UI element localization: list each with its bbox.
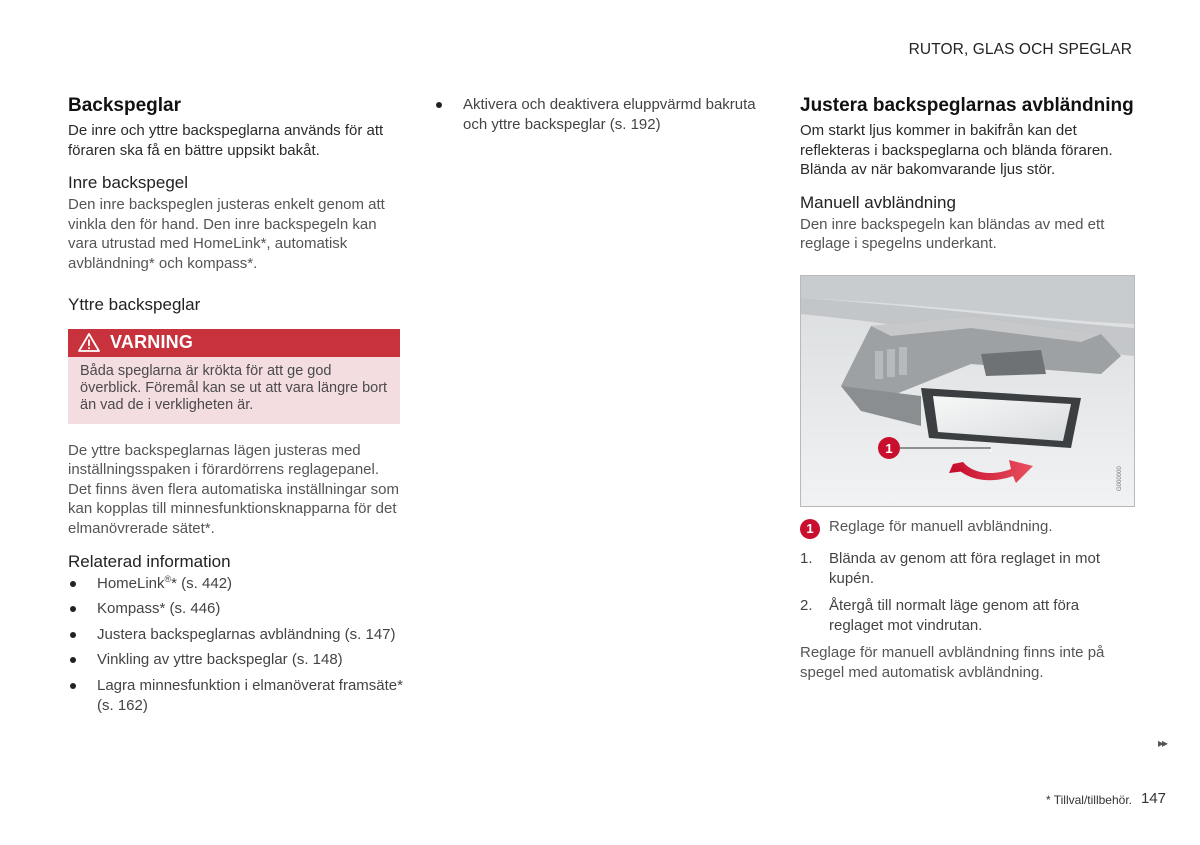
related-info-list [68, 574, 403, 716]
page-title: Backspeglar [68, 95, 182, 116]
dimming-intro: Om starkt ljus kommer in bakifrån kan det reflekteras i backspeglarna och blända föraren. Blända av när bakomvarande ljus stör. [800, 122, 1113, 179]
step-item: 2. Återgå till normalt läge genom att föra reglaget mot vindrutan. [800, 597, 1080, 634]
inner-mirror-text: Den inre backspeglen justeras enkelt genom att vinkla den för hand. Den inre backspegeln kan vara utrustad med HomeLink*, automatisk avbländning* och kompass*. [68, 196, 385, 272]
intro-text: De inre och yttre backspeglarna används för att föraren ska få en bättre uppsikt bakåt. [68, 122, 384, 159]
related-link-avblandning[interactable]: Justera backspeglarnas avbländning (s. 147) [68, 625, 403, 645]
middle-column [434, 95, 764, 140]
inner-mirror-heading: Inre backspegel [68, 173, 189, 193]
figure-legend [800, 517, 1135, 539]
warning-header [68, 329, 400, 357]
manual-dimming-heading: Manuell avbländning [800, 192, 956, 212]
warning-box [68, 329, 400, 424]
continued-list [434, 95, 764, 134]
outer-mirror-text: De yttre backspeglarnas lägen justeras med inställningsspaken i förardörrens reglagepanel. Det finns även flera automatiska inställningar som kan kopplas till minnesfunktionsknapparna för det elmanövrerade sätet*. [68, 441, 399, 537]
related-link-kompass[interactable]: Kompass* (s. 446) [68, 599, 403, 619]
related-link-minnesfunktion[interactable]: Lagra minnesfunktion i elmanöverat framsäte* (s. 162) [68, 676, 403, 715]
steps-list [800, 549, 1135, 635]
outer-mirror-heading: Yttre backspeglar [68, 294, 201, 314]
warning-icon [78, 333, 100, 352]
page-number: 147 [1140, 790, 1166, 807]
step-item: 1. Blända av genom att föra reglaget in mot kupén. [800, 549, 1100, 587]
figure-callout-number: 1 [885, 440, 893, 456]
mirror-drawing [801, 276, 1134, 506]
legend-text: Reglage för manuell avbländning. [829, 517, 1053, 535]
warning-title: VARNING [110, 332, 194, 353]
mirror-illustration [800, 275, 1135, 507]
manual-dimming-text: Den inre backspegeln kan bländas av med ett reglage i spegelns underkant. [800, 215, 1105, 253]
footnote: * Tillval/tillbehör. [1045, 793, 1132, 807]
continue-arrows-icon: ▸▸ [1157, 736, 1166, 750]
left-column [68, 95, 403, 721]
warning-text: Båda speglarna är krökta för att ge god överblick. Föremål kan se ut att vara längre bort än vad de i verkligheten är. [80, 362, 388, 413]
related-link-vinkling[interactable]: Vinkling av yttre backspeglar (s. 148) [68, 650, 403, 670]
related-link-homelink[interactable]: HomeLink®* (s. 442) [68, 574, 403, 594]
legend-badge: 1 [800, 519, 820, 539]
right-column [800, 95, 1135, 683]
auto-dimming-note: Reglage för manuell avbländning finns inte på spegel med automatisk avbländning. [800, 644, 1105, 681]
section-header: RUTOR, GLAS OCH SPEGLAR [908, 41, 1132, 58]
section-title: Justera backspeglarnas avbländning [800, 95, 1134, 116]
related-link-bakruta[interactable]: Aktivera och deaktivera eluppvärmd bakruta och yttre backspeglar (s. 192) [434, 95, 764, 134]
figure-code: G000000 [1117, 466, 1123, 491]
related-info-heading: Relaterad information [68, 551, 231, 571]
